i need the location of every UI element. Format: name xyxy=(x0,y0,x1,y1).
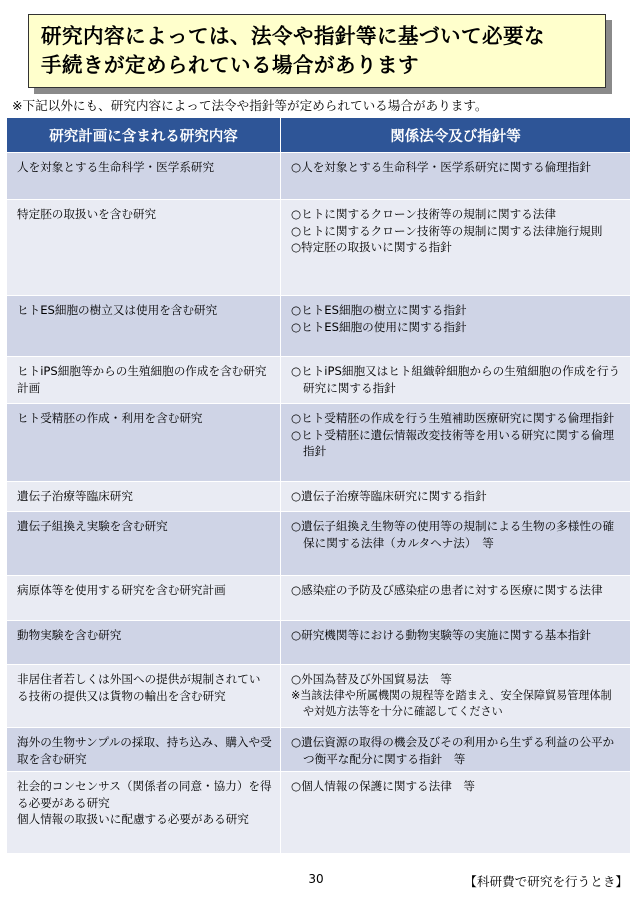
law-item: ○ヒトiPS細胞又はヒト組織幹細胞からの生殖細胞の作成を行う研究に関する指針 xyxy=(291,364,621,395)
law-item: ○ヒトES細胞の使用に関する指針 xyxy=(291,319,467,334)
table-row xyxy=(7,665,631,728)
table-row xyxy=(7,153,631,200)
research-content-text: 社会的コンセンサス（関係者の同意・協力）を得る必要がある研究 xyxy=(17,779,272,810)
table-row xyxy=(7,296,631,357)
research-content-text: 非居住者若しくは外国への提供が規制されている技術の提供又は貨物の輸出を含む研究 xyxy=(17,672,261,703)
research-content-text: 個人情報の取扱いに配慮する必要がある研究 xyxy=(17,812,249,826)
table-row xyxy=(7,728,631,772)
table-row xyxy=(7,512,631,576)
research-content-text: 遺伝子治療等臨床研究 xyxy=(17,489,133,503)
research-content-cell xyxy=(7,576,281,621)
section-label: 【科研費で研究を行うとき】 xyxy=(464,874,628,889)
research-content-cell xyxy=(7,482,281,512)
research-content-text: 海外の生物サンプルの採取、持ち込み、購入や受取を含む研究 xyxy=(17,735,272,766)
law-item: ○外国為替及び外国貿易法 等 xyxy=(291,672,452,686)
law-item: ○ヒト受精胚に遺伝情報改変技術等を用いる研究に関する倫理指針 xyxy=(291,427,615,458)
research-content-cell xyxy=(7,512,281,576)
law-cell xyxy=(281,512,631,576)
law-cell xyxy=(281,482,631,512)
law-item: ○感染症の予防及び感染症の患者に対する医療に関する法律 xyxy=(291,583,603,597)
law-cell xyxy=(281,153,631,200)
page-title-line-2: 手続きが定められている場合があります xyxy=(41,53,419,77)
research-content-text: ヒトES細胞の樹立又は使用を含む研究 xyxy=(17,303,218,317)
research-content-text: 遺伝子組換え実験を含む研究 xyxy=(17,519,168,533)
research-content-text: ヒトiPS細胞等からの生殖細胞の作成を含む研究計画 xyxy=(17,364,267,395)
research-content-cell xyxy=(7,772,281,854)
page-number: 30 xyxy=(308,872,324,886)
table-row xyxy=(7,621,631,665)
law-cell xyxy=(281,728,631,772)
research-content-cell xyxy=(7,357,281,404)
research-content-cell xyxy=(7,621,281,665)
research-content-text: ヒト受精胚の作成・利用を含む研究 xyxy=(17,411,203,425)
law-item: ○ヒトに関するクローン技術等の規制に関する法律 xyxy=(291,207,556,221)
research-content-cell xyxy=(7,153,281,200)
law-sub-note: ※当該法律や所属機関の規程等を踏まえ、安全保障貿易管理体制や対処方法等を十分に確認してください xyxy=(291,688,612,718)
header-research-content: 研究計画に含まれる研究内容 xyxy=(7,118,281,153)
law-item: ○ヒト受精胚の作成を行う生殖補助医療研究に関する倫理指針 xyxy=(291,411,615,425)
research-content-cell xyxy=(7,665,281,728)
law-item: ○ヒトに関するクローン技術等の規制に関する法律施行規則 xyxy=(291,223,603,238)
law-cell xyxy=(281,665,631,728)
law-item: ○個人情報の保護に関する法律 等 xyxy=(291,779,476,793)
law-item: ○遺伝資源の取得の機会及びその利用から生ずる利益の公平かつ衡平な配分に関する指針 等 xyxy=(291,735,615,766)
research-content-text: 病原体等を使用する研究を含む研究計画 xyxy=(17,583,226,597)
research-content-text: 人を対象とする生命科学・医学系研究 xyxy=(17,160,215,174)
law-cell xyxy=(281,296,631,357)
table-row xyxy=(7,576,631,621)
research-content-text: 動物実験を含む研究 xyxy=(17,628,122,642)
law-cell xyxy=(281,404,631,482)
table-row xyxy=(7,200,631,296)
page-title-line-1: 研究内容によっては、法令や指針等に基づいて必要な xyxy=(41,24,545,48)
law-cell xyxy=(281,357,631,404)
research-content-cell xyxy=(7,296,281,357)
table-row xyxy=(7,482,631,512)
law-cell xyxy=(281,576,631,621)
research-content-cell xyxy=(7,728,281,772)
law-item: ○ヒトES細胞の樹立に関する指針 xyxy=(291,303,467,317)
table-row xyxy=(7,357,631,404)
research-content-text: 特定胚の取扱いを含む研究 xyxy=(17,207,157,221)
table-row xyxy=(7,772,631,854)
regulation-table xyxy=(6,117,631,854)
law-item: ○研究機関等における動物実験等の実施に関する基本指針 xyxy=(291,628,591,642)
note-text: ※下記以外にも、研究内容によって法令や指針等が定められている場合があります。 xyxy=(12,98,488,113)
law-item: ○遺伝子治療等臨床研究に関する指針 xyxy=(291,489,487,503)
law-item: ○特定胚の取扱いに関する指針 xyxy=(291,240,452,254)
law-item: ○遺伝子組換え生物等の使用等の規制による生物の多様性の確保に関する法律（カルタヘナ法） 等 xyxy=(291,519,615,550)
law-cell xyxy=(281,772,631,854)
table-row xyxy=(7,404,631,482)
law-cell xyxy=(281,200,631,296)
law-cell xyxy=(281,621,631,665)
table-header-row xyxy=(7,118,631,153)
research-content-cell xyxy=(7,404,281,482)
law-item: ○人を対象とする生命科学・医学系研究に関する倫理指針 xyxy=(291,160,591,174)
title-box xyxy=(28,14,606,88)
research-content-cell xyxy=(7,200,281,296)
header-related-laws: 関係法令及び指針等 xyxy=(281,118,631,153)
